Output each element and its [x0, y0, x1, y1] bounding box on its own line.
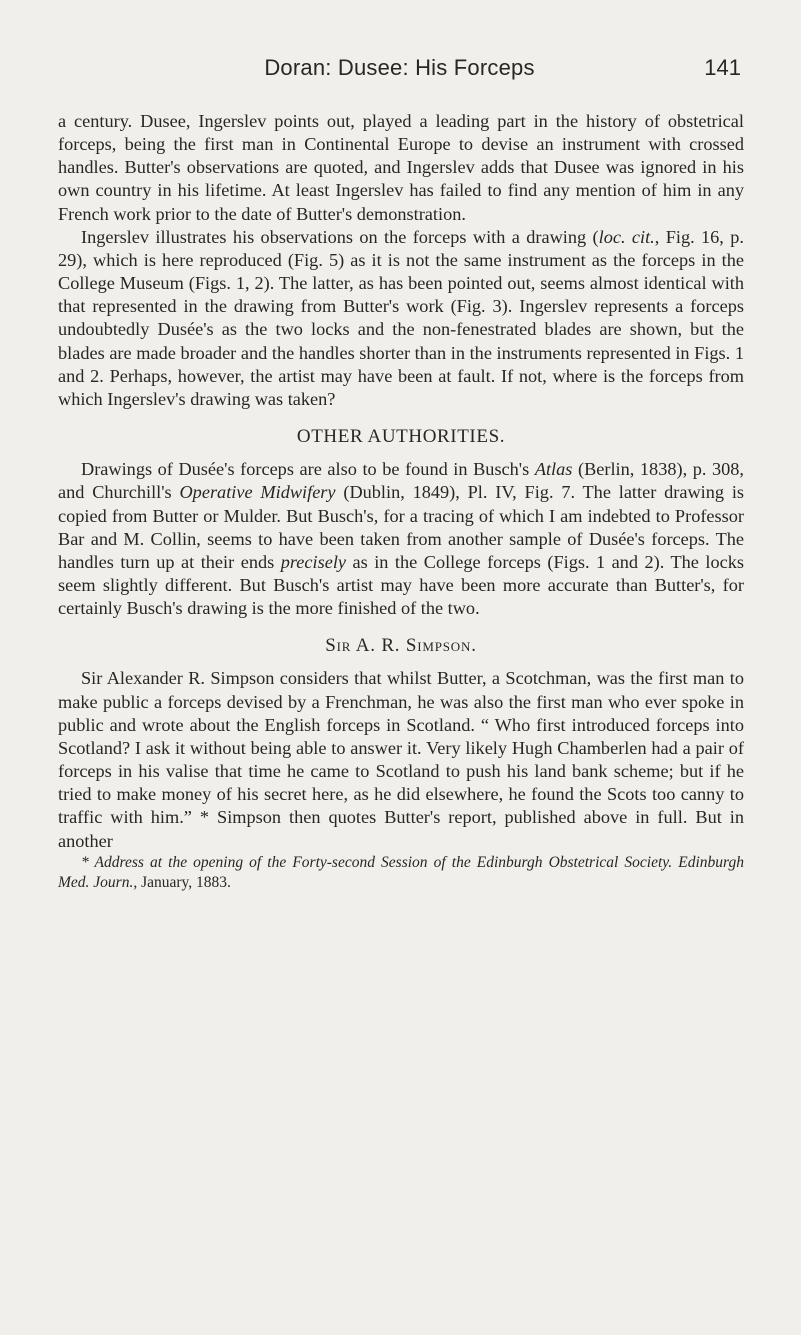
operative-midwifery-italic: Operative Midwifery: [179, 482, 336, 503]
atlas-italic: Atlas: [534, 459, 573, 480]
paragraph-1: a century. Dusee, Ingerslev points out, played a leading part in the history of obstetrical forceps, being the first man in Continental Europe to devise an instrument with crossed handles. Butter's observations are quoted, and Ingerslev adds that Dusee was ignored in his own country in his lifetime. At least Ingerslev has failed to find any mention of him in any French work prior to the date of Butter's demonstration.: [58, 111, 744, 224]
running-header: [58, 55, 741, 89]
footnote-text: , January, 1883.: [133, 873, 231, 891]
precisely-italic: precisely: [280, 551, 347, 572]
running-title: Doran: Dusee: His Forceps: [264, 55, 535, 80]
section-heading-simpson: Sir A. R. Simpson.: [325, 635, 477, 657]
loc-cit-italic: loc. cit.: [598, 226, 655, 247]
footnote-italic: * Address at the opening of the Forty-second Session of the Edinburgh Obstetrical Society. Edinburgh Med. Journ.: [58, 853, 744, 891]
paragraph-3-text-a: Drawings of Dusée's forceps are also to be found in Busch's: [81, 459, 535, 480]
paragraph-2-text-b: , Fig. 16, p. 29), which is here reproduced (Fig. 5) as it is not the same instrument as the forceps in the College Museum (Figs. 1, 2). The latter, as has been pointed out, seems almost identical with that represented in the drawing from Butter's work (Fig. 3). Ingerslev represents a forceps undoubtedly Dusée's as the two locks and the non-fenestrated blades are shown, but the blades are made broader and the handles shorter than in the instruments represented in Figs. 1 and 2. Perhaps, however, the artist may have been at fault. If not, where is the forceps from which Ingerslev's drawing was taken?: [58, 226, 744, 409]
paragraph-2-text-a: Ingerslev illustrates his observations on the forceps with a drawing (: [81, 226, 599, 247]
paragraph-4: Sir Alexander R. Simpson considers that whilst Butter, a Scotchman, was the first man to make public a forceps devised by a Frenchman, he was also the first man who ever spoke in public and wrote about the English forceps in Scotland. “ Who first introduced forceps into Scotland? I ask it without being able to answer it. Very likely Hugh Chamberlen had a pair of forceps in his valise that time he came to Scotland to push his land bank scheme; but if he tried to make money of his secret here, as he did elsewhere, he found the Scots too canny to traffic with him.” * Simpson then quotes Butter's report, published above in full. But in another: [58, 668, 744, 851]
paragraph-3: [58, 458, 744, 620]
paragraph-3-text-b: (Berlin, 1838), p. 308, and Churchill's: [58, 459, 745, 503]
footnote: [58, 853, 744, 893]
paragraph-3-text-c: (Dublin, 1849), Pl. IV, Fig. 7. The latter drawing is copied from Butter or Mulder. But Busch's, for a tracing of which I am indebted to Professor Bar and M. Collin, seems to have been taken from another sample of Dusée's forceps. The handles turn up at their ends: [58, 482, 745, 572]
page-body: [58, 110, 744, 893]
page-number: 141: [704, 55, 741, 80]
paragraph-2: [58, 226, 744, 411]
section-heading-other-authorities: OTHER AUTHORITIES.: [296, 426, 506, 448]
paragraph-3-text-d: as in the College forceps (Figs. 1 and 2). The locks seem slightly different. But Busch's artist may have been more accurate than Butter's, for certainly Busch's drawing is the more finished of the two.: [58, 551, 744, 619]
